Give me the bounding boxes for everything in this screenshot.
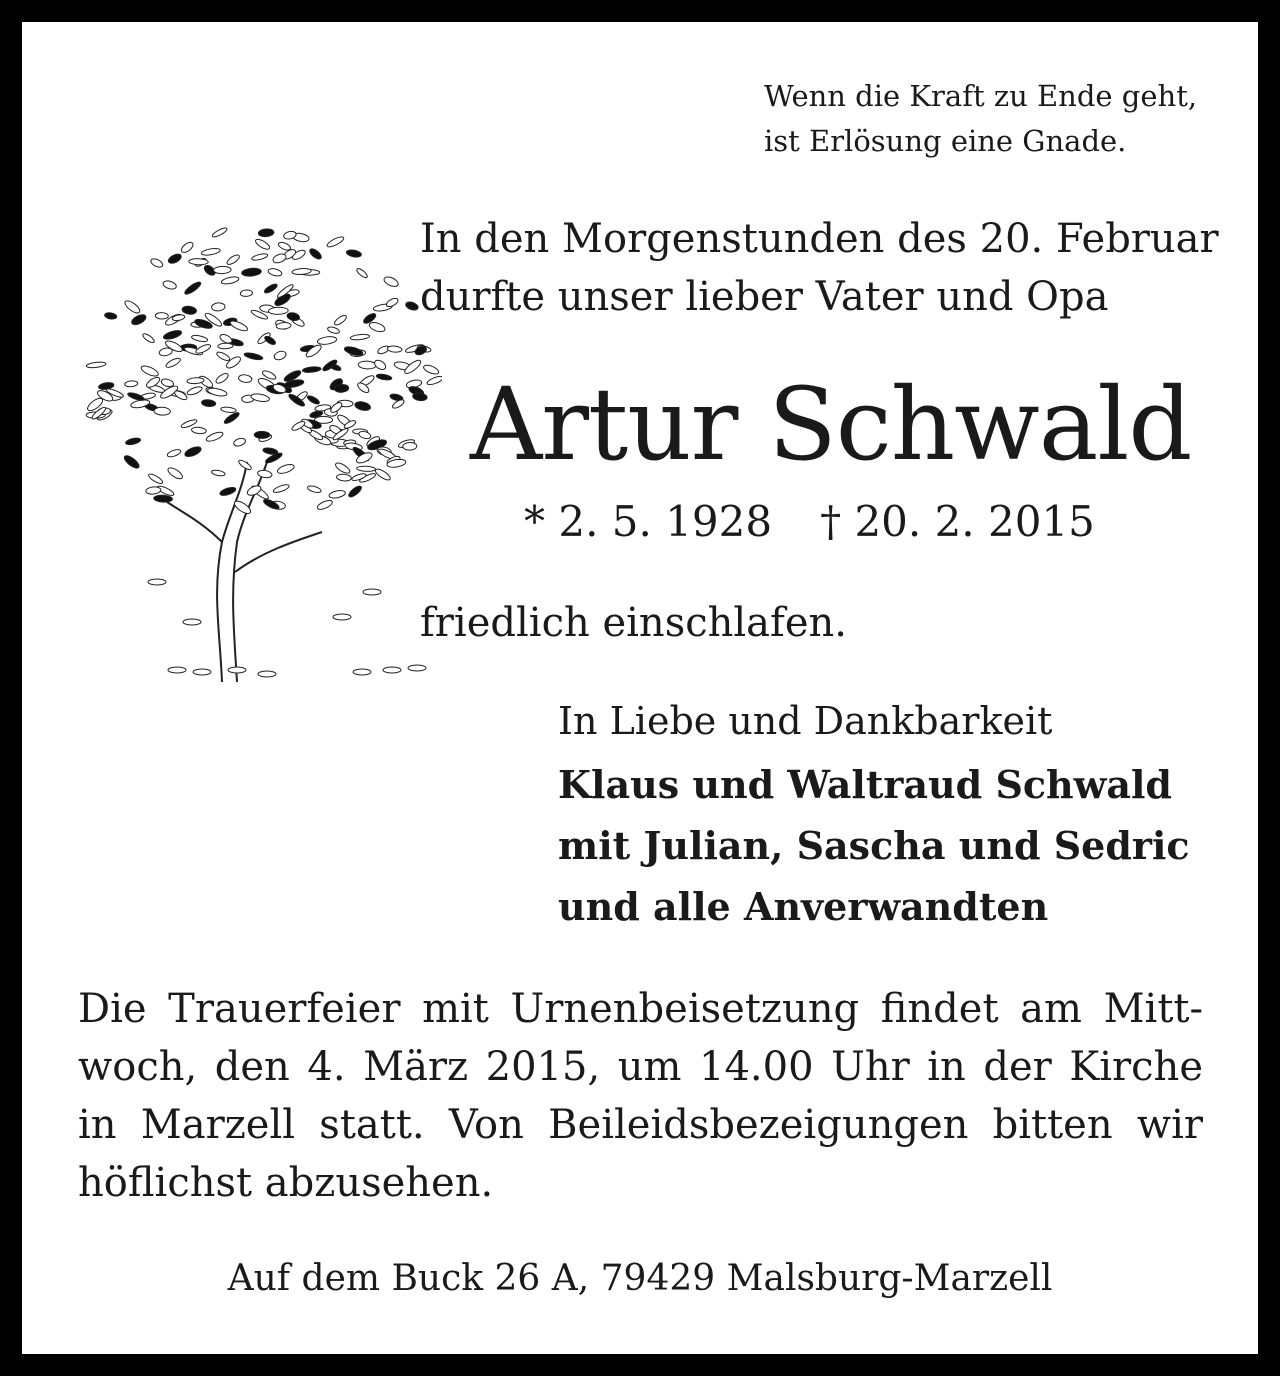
motto-line: Wenn die Kraft zu Ende geht, bbox=[764, 79, 1198, 113]
motto-line: ist Erlösung eine Gnade. bbox=[764, 124, 1127, 158]
tree-with-leaves-icon bbox=[72, 212, 442, 682]
death-date: † 20. 2. 2015 bbox=[820, 497, 1095, 546]
intro-text bbox=[420, 210, 1219, 326]
intro-line: In den Morgenstunden des 20. Februar bbox=[420, 216, 1219, 262]
address: Auf dem Buck 26 A, 79429 Malsburg-Marzell bbox=[227, 1258, 1053, 1299]
motto bbox=[764, 74, 1197, 164]
family-line: und alle Anverwandten bbox=[558, 884, 1049, 929]
family-line: Klaus und Waltraud Schwald bbox=[558, 762, 1172, 807]
ceremony-info: Die Trauerfeier mit Urnenbeisetzung findet am Mittwoch, den 4. März 2015, um 14.00 Uhr in der Kirche in Marzell statt. Von Beileidsbezeigungen bitten wir höflichst abzusehen. bbox=[78, 986, 1203, 1206]
outro-text: friedlich einschlafen. bbox=[420, 600, 847, 646]
birth-date: * 2. 5. 1928 bbox=[524, 497, 773, 546]
obituary-card bbox=[22, 22, 1258, 1354]
intro-line: durfte unser lieber Vater und Opa bbox=[420, 274, 1109, 320]
family-names bbox=[558, 754, 1190, 937]
thanks-text: In Liebe und Dankbarkeit bbox=[558, 699, 1053, 743]
deceased-name: Artur Schwald bbox=[470, 366, 1192, 483]
family-line: mit Julian, Sascha und Sedric bbox=[558, 823, 1190, 868]
life-dates bbox=[524, 494, 1143, 550]
